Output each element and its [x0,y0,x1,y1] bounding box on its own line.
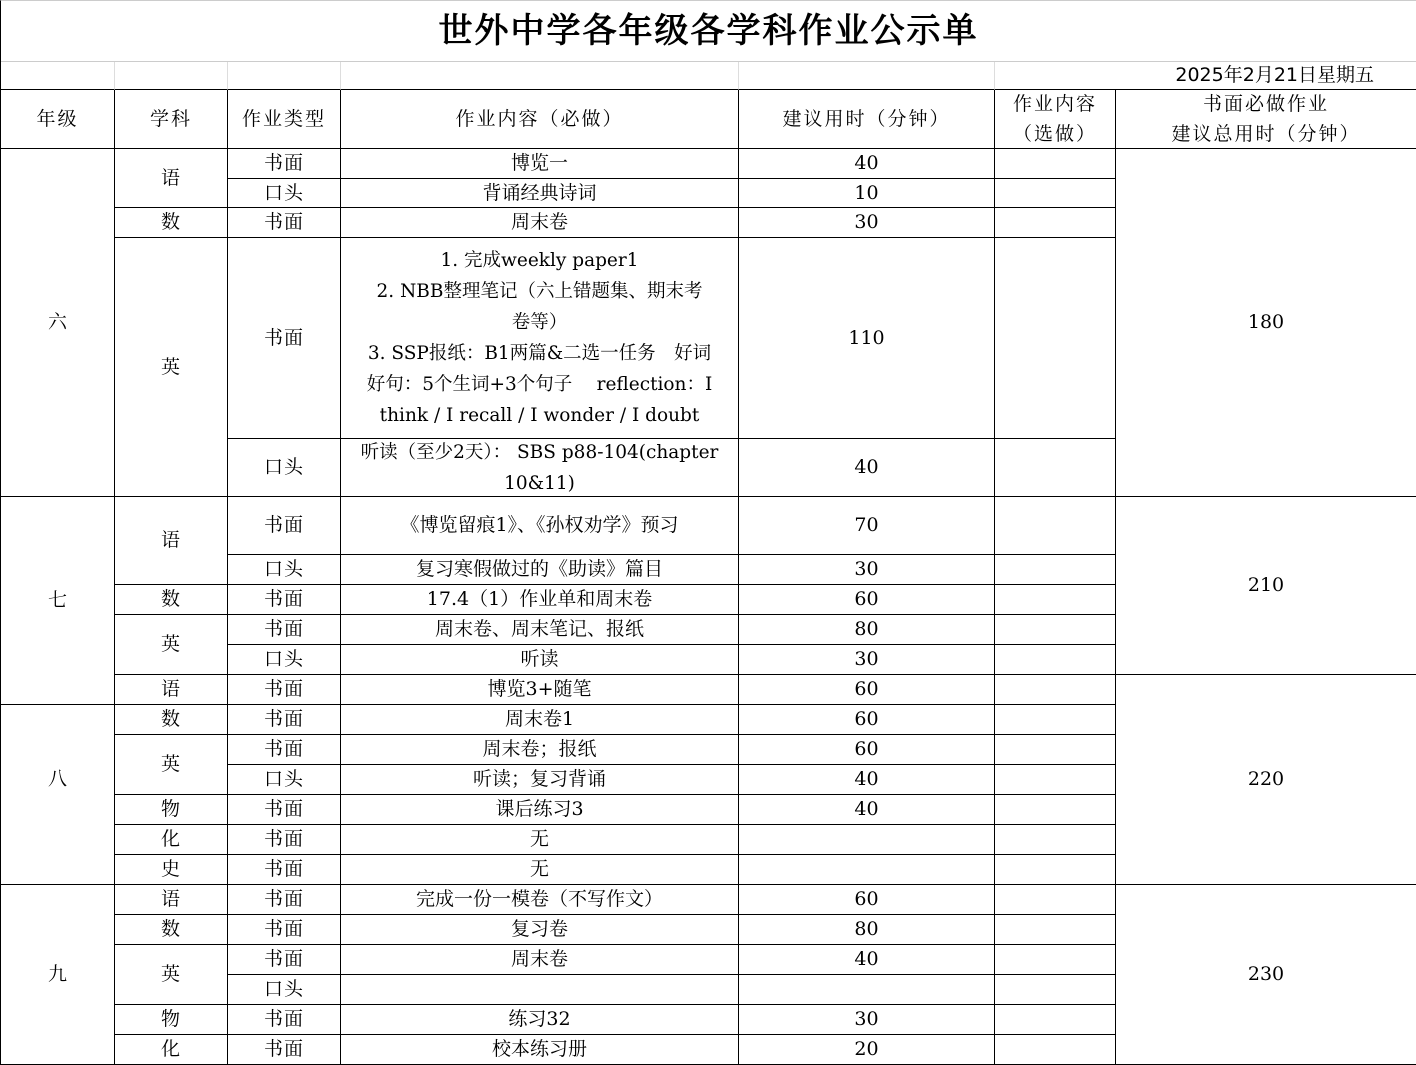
time-cell: 110 [739,238,995,439]
header-optional-line2: （选做） [1012,123,1097,145]
content-cell: 17.4（1）作业单和周末卷 [341,585,739,615]
optional-cell [995,975,1116,1005]
time-cell: 30 [739,555,995,585]
type-cell: 书面 [228,149,341,179]
content-cell: 背诵经典诗词 [341,179,739,208]
content-cell: 博览3+随笔 [341,675,739,705]
type-cell: 书面 [228,945,341,975]
time-cell: 30 [739,1005,995,1035]
blank-cell [228,62,341,90]
header-optional [995,90,1116,149]
optional-cell [995,497,1116,555]
header-type: 作业类型 [228,90,341,149]
subject-cell: 英 [115,615,228,675]
optional-cell [995,825,1116,855]
optional-cell [995,585,1116,615]
time-cell: 30 [739,645,995,675]
header-optional-line1: 作业内容 [1012,93,1097,115]
type-cell: 书面 [228,675,341,705]
type-cell: 书面 [228,208,341,238]
subject-cell: 语 [115,149,228,208]
content-cell: 博览一 [341,149,739,179]
optional-cell [995,795,1116,825]
time-cell: 40 [739,945,995,975]
time-cell: 70 [739,497,995,555]
content-cell [341,439,739,497]
content-cell: 周末卷、周末笔记、报纸 [341,615,739,645]
type-cell: 书面 [228,885,341,915]
type-cell: 口头 [228,765,341,795]
time-cell: 30 [739,208,995,238]
header-subject: 学科 [115,90,228,149]
type-cell: 书面 [228,1005,341,1035]
time-cell: 40 [739,765,995,795]
optional-cell [995,765,1116,795]
subject-cell: 数 [115,915,228,945]
optional-cell [995,1005,1116,1035]
type-cell: 书面 [228,615,341,645]
optional-cell [995,555,1116,585]
header-content: 作业内容（必做） [341,90,739,149]
optional-cell [995,179,1116,208]
type-cell: 书面 [228,585,341,615]
optional-cell [995,149,1116,179]
content-line: think / I recall / I wonder / I doubt [379,405,700,426]
content-cell: 周末卷 [341,945,739,975]
optional-cell [995,735,1116,765]
optional-cell [995,945,1116,975]
type-cell: 书面 [228,497,341,555]
total-time-cell: 220 [1116,675,1416,885]
type-cell: 书面 [228,915,341,945]
subject-cell: 英 [115,945,228,1005]
content-cell: 听读；复习背诵 [341,765,739,795]
type-cell: 口头 [228,975,341,1005]
content-line: 3. SSP报纸：B1两篇&二选一任务 好词 [367,343,712,364]
content-cell: 周末卷；报纸 [341,735,739,765]
time-cell: 60 [739,735,995,765]
content-cell: 复习寒假做过的《助读》篇目 [341,555,739,585]
optional-cell [995,615,1116,645]
subject-cell: 数 [115,705,228,735]
subject-cell: 语 [115,885,228,915]
time-cell: 40 [739,439,995,497]
time-cell: 20 [739,1035,995,1065]
blank-cell [115,62,228,90]
content-cell [341,238,739,439]
total-time-cell: 210 [1116,497,1416,675]
subject-cell: 英 [115,238,228,497]
header-total [1116,90,1416,149]
header-grade: 年级 [1,90,115,149]
total-time-cell: 230 [1116,885,1416,1065]
content-cell: 周末卷 [341,208,739,238]
type-cell: 口头 [228,645,341,675]
optional-cell [995,1035,1116,1065]
content-line: 2. NBB整理笔记（六上错题集、期末考 [376,281,703,302]
type-cell: 口头 [228,555,341,585]
optional-cell [995,439,1116,497]
header-total-line1: 书面必做作业 [1202,93,1329,115]
subject-cell: 数 [115,585,228,615]
optional-cell [995,645,1116,675]
subject-cell: 英 [115,735,228,795]
content-cell: 练习32 [341,1005,739,1035]
content-cell: 听读 [341,645,739,675]
total-time-cell: 180 [1116,149,1416,497]
time-cell: 60 [739,705,995,735]
time-cell: 80 [739,615,995,645]
grade-cell: 九 [1,885,115,1065]
header-total-line2: 建议总用时（分钟） [1171,123,1361,145]
content-cell: 课后练习3 [341,795,739,825]
optional-cell [995,705,1116,735]
time-cell [739,825,995,855]
content-line: 好句：5个生词+3个句子 reflection：I [366,374,713,395]
type-cell: 口头 [228,179,341,208]
time-cell [739,975,995,1005]
content-line: 卷等） [511,312,568,333]
subject-cell: 语 [115,675,228,705]
time-cell [739,855,995,885]
header-time: 建议用时（分钟） [739,90,995,149]
optional-cell [995,238,1116,439]
page-title: 世外中学各年级各学科作业公示单 [1,1,1416,62]
time-cell: 40 [739,795,995,825]
content-cell: 校本练习册 [341,1035,739,1065]
type-cell: 书面 [228,238,341,439]
content-line: 听读（至少2天）： SBS p88-104(chapter [360,441,719,463]
date-label: 2025年2月21日星期五 [995,62,1416,90]
time-cell: 40 [739,149,995,179]
subject-cell: 物 [115,795,228,825]
optional-cell [995,885,1116,915]
time-cell: 60 [739,585,995,615]
content-cell: 无 [341,855,739,885]
type-cell: 书面 [228,735,341,765]
content-line: 1. 完成weekly paper1 [440,250,639,271]
optional-cell [995,208,1116,238]
grade-cell: 八 [1,675,115,885]
content-cell: 无 [341,825,739,855]
type-cell: 书面 [228,825,341,855]
type-cell: 口头 [228,439,341,497]
content-cell: 周末卷1 [341,705,739,735]
subject-cell: 化 [115,1035,228,1065]
optional-cell [995,915,1116,945]
blank-cell [739,62,995,90]
content-cell: 复习卷 [341,915,739,945]
blank-cell [341,62,739,90]
time-cell: 10 [739,179,995,208]
grade-cell: 七 [1,497,115,705]
type-cell: 书面 [228,1035,341,1065]
subject-cell: 化 [115,825,228,855]
time-cell: 60 [739,675,995,705]
time-cell: 60 [739,885,995,915]
subject-cell: 物 [115,1005,228,1035]
type-cell: 书面 [228,705,341,735]
subject-cell: 语 [115,497,228,585]
optional-cell [995,675,1116,705]
optional-cell [995,855,1116,885]
blank-cell [1,62,115,90]
time-cell: 80 [739,915,995,945]
content-cell: 完成一份一模卷（不写作文） [341,885,739,915]
type-cell: 书面 [228,855,341,885]
grade-cell: 六 [1,149,115,497]
subject-cell: 史 [115,855,228,885]
subject-cell: 数 [115,208,228,238]
content-cell: 《博览留痕1》、《孙权劝学》预习 [341,497,739,555]
type-cell: 书面 [228,795,341,825]
content-line: 10&11) [504,472,575,494]
content-cell [341,975,739,1005]
